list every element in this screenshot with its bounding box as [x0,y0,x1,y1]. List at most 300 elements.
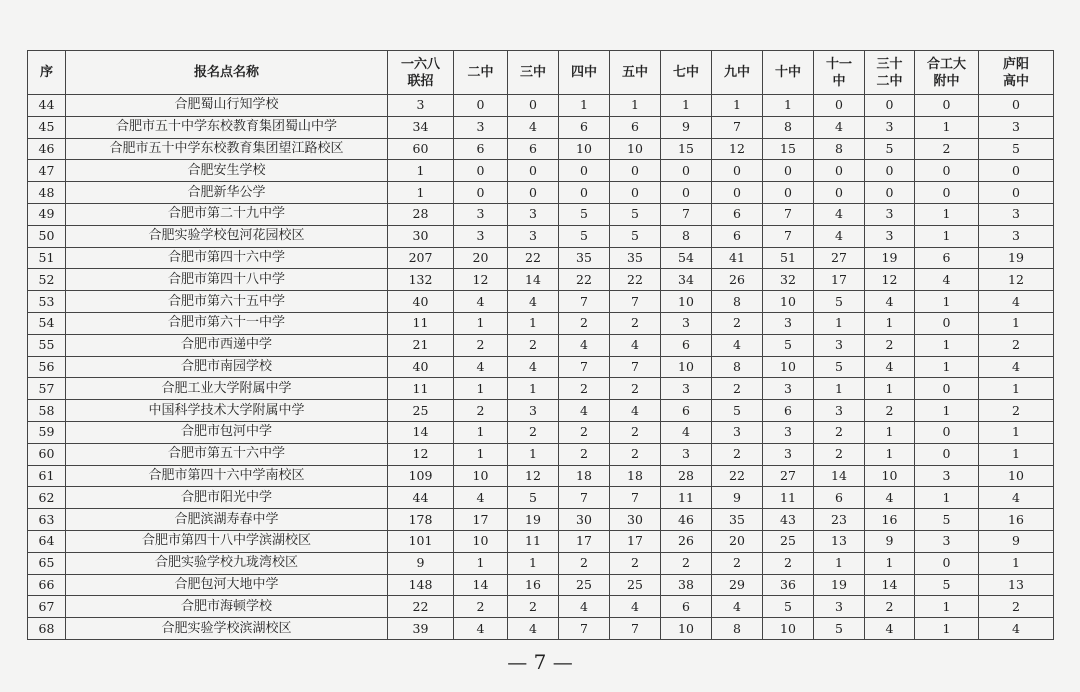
quota-cell: 29 [712,574,763,596]
quota-cell: 7 [763,225,814,247]
quota-cell: 10 [454,465,508,487]
quota-cell: 4 [559,334,610,356]
quota-cell: 1 [979,312,1054,334]
quota-cell: 4 [508,618,559,640]
quota-cell: 3 [763,421,814,443]
quota-cell: 16 [865,509,915,531]
quota-cell: 4 [814,203,865,225]
school-name: 合肥市包河中学 [66,421,388,443]
quota-cell: 1 [865,378,915,400]
row-index: 54 [28,312,66,334]
quota-cell: 39 [388,618,454,640]
quota-cell: 2 [712,312,763,334]
quota-cell: 7 [610,356,661,378]
table-row [28,552,1054,574]
quota-cell: 19 [865,247,915,269]
quota-cell: 12 [508,465,559,487]
column-header: 四中 [559,51,610,95]
school-name: 合肥安生学校 [66,160,388,182]
quota-cell: 9 [388,552,454,574]
quota-cell: 14 [454,574,508,596]
table-row [28,465,1054,487]
quota-cell: 20 [712,530,763,552]
quota-cell: 2 [712,443,763,465]
quota-cell: 0 [915,378,979,400]
quota-cell: 14 [508,269,559,291]
quota-cell: 4 [454,487,508,509]
quota-cell: 4 [454,356,508,378]
row-index: 45 [28,116,66,138]
school-name: 合肥市第六十五中学 [66,291,388,313]
quota-cell: 16 [508,574,559,596]
quota-cell: 4 [610,334,661,356]
quota-cell: 8 [814,138,865,160]
quota-cell: 14 [814,465,865,487]
quota-cell: 5 [814,291,865,313]
quota-cell: 27 [814,247,865,269]
table-row [28,421,1054,443]
table-row [28,225,1054,247]
quota-cell: 3 [712,421,763,443]
quota-cell: 8 [712,618,763,640]
quota-cell: 1 [979,552,1054,574]
quota-cell: 35 [610,247,661,269]
school-name: 合肥市第四十八中学 [66,269,388,291]
quota-cell: 2 [865,334,915,356]
quota-cell: 4 [661,421,712,443]
quota-cell: 2 [508,334,559,356]
quota-cell: 3 [763,312,814,334]
quota-cell: 3 [454,225,508,247]
quota-cell: 4 [454,618,508,640]
quota-cell: 4 [508,356,559,378]
quota-cell: 2 [454,334,508,356]
quota-cell: 1 [814,378,865,400]
quota-cell: 0 [610,182,661,204]
quota-cell: 1 [814,312,865,334]
quota-cell: 1 [508,378,559,400]
quota-cell: 5 [865,138,915,160]
quota-cell: 4 [865,291,915,313]
row-index: 68 [28,618,66,640]
quota-cell: 22 [610,269,661,291]
quota-cell: 10 [661,618,712,640]
quota-cell: 11 [388,378,454,400]
quota-cell: 25 [388,400,454,422]
quota-cell: 10 [865,465,915,487]
quota-cell: 10 [661,291,712,313]
quota-cell: 6 [559,116,610,138]
quota-cell: 4 [865,618,915,640]
quota-cell: 5 [559,225,610,247]
quota-cell: 10 [763,618,814,640]
quota-cell: 2 [454,596,508,618]
quota-cell: 21 [388,334,454,356]
quota-cell: 4 [508,291,559,313]
table-row [28,95,1054,117]
quota-cell: 0 [508,95,559,117]
quota-cell: 2 [610,312,661,334]
quota-cell: 0 [610,160,661,182]
quota-cell: 22 [388,596,454,618]
row-index: 61 [28,465,66,487]
quota-cell: 2 [763,552,814,574]
quota-cell: 22 [508,247,559,269]
quota-cell: 4 [865,487,915,509]
quota-cell: 4 [610,400,661,422]
quota-cell: 109 [388,465,454,487]
quota-cell: 9 [865,530,915,552]
quota-cell: 3 [865,203,915,225]
quota-cell: 1 [915,116,979,138]
quota-cell: 6 [763,400,814,422]
school-name: 合肥实验学校九珑湾校区 [66,552,388,574]
quota-cell: 3 [915,465,979,487]
quota-cell: 8 [712,291,763,313]
quota-cell: 22 [712,465,763,487]
row-index: 51 [28,247,66,269]
quota-cell: 3 [454,203,508,225]
quota-cell: 8 [661,225,712,247]
quota-cell: 178 [388,509,454,531]
quota-cell: 0 [454,182,508,204]
quota-cell: 27 [763,465,814,487]
row-index: 46 [28,138,66,160]
quota-cell: 25 [559,574,610,596]
quota-cell: 12 [712,138,763,160]
quota-cell: 10 [454,530,508,552]
quota-cell: 4 [814,116,865,138]
quota-cell: 7 [559,291,610,313]
quota-cell: 2 [610,552,661,574]
quota-cell: 14 [865,574,915,596]
quota-cell: 11 [763,487,814,509]
quota-cell: 32 [763,269,814,291]
quota-cell: 2 [559,421,610,443]
quota-cell: 7 [559,618,610,640]
quota-cell: 3 [979,225,1054,247]
quota-cell: 3 [508,400,559,422]
column-header: 三十 二中 [865,51,915,95]
school-name: 合肥工业大学附属中学 [66,378,388,400]
table-row [28,509,1054,531]
quota-cell: 7 [559,487,610,509]
quota-cell: 5 [915,509,979,531]
quota-cell: 2 [814,421,865,443]
quota-cell: 2 [865,400,915,422]
quota-cell: 1 [454,552,508,574]
quota-cell: 1 [979,378,1054,400]
column-header: 九中 [712,51,763,95]
quota-cell: 12 [979,269,1054,291]
quota-cell: 11 [661,487,712,509]
quota-cell: 5 [559,203,610,225]
quota-cell: 5 [814,356,865,378]
quota-cell: 3 [979,203,1054,225]
quota-cell: 1 [979,421,1054,443]
school-name: 合肥市海顿学校 [66,596,388,618]
quota-cell: 2 [454,400,508,422]
school-name: 中国科学技术大学附属中学 [66,400,388,422]
school-name: 合肥市五十中学东校教育集团望江路校区 [66,138,388,160]
quota-cell: 0 [661,182,712,204]
quota-cell: 10 [559,138,610,160]
quota-cell: 5 [979,138,1054,160]
quota-cell: 1 [388,160,454,182]
quota-cell: 3 [661,378,712,400]
quota-cell: 4 [979,356,1054,378]
quota-cell: 60 [388,138,454,160]
quota-cell: 4 [979,291,1054,313]
quota-cell: 7 [712,116,763,138]
quota-cell: 30 [559,509,610,531]
quota-cell: 1 [915,225,979,247]
row-index: 67 [28,596,66,618]
quota-cell: 7 [763,203,814,225]
quota-cell: 10 [763,356,814,378]
column-header: 五中 [610,51,661,95]
quota-cell: 7 [610,618,661,640]
quota-cell: 2 [559,378,610,400]
quota-cell: 7 [661,203,712,225]
table-row [28,378,1054,400]
quota-cell: 0 [508,182,559,204]
quota-cell: 17 [454,509,508,531]
quota-cell: 12 [865,269,915,291]
quota-cell: 0 [979,182,1054,204]
quota-cell: 1 [915,203,979,225]
quota-cell: 15 [763,138,814,160]
quota-cell: 19 [508,509,559,531]
quota-cell: 4 [865,356,915,378]
quota-cell: 1 [814,552,865,574]
quota-cell: 1 [559,95,610,117]
quota-cell: 1 [865,312,915,334]
quota-cell: 3 [865,225,915,247]
table-row [28,116,1054,138]
quota-cell: 1 [454,312,508,334]
quota-cell: 20 [454,247,508,269]
quota-cell: 4 [979,487,1054,509]
quota-cell: 0 [814,95,865,117]
quota-cell: 0 [915,443,979,465]
row-index: 60 [28,443,66,465]
quota-cell: 10 [661,356,712,378]
quota-cell: 9 [712,487,763,509]
quota-cell: 5 [610,203,661,225]
quota-cell: 1 [454,378,508,400]
quota-cell: 7 [559,356,610,378]
table-row [28,574,1054,596]
quota-cell: 132 [388,269,454,291]
row-index: 63 [28,509,66,531]
quota-cell: 40 [388,291,454,313]
table-row [28,203,1054,225]
quota-cell: 5 [763,596,814,618]
column-header: 报名点名称 [66,51,388,95]
quota-cell: 26 [661,530,712,552]
quota-cell: 1 [712,95,763,117]
quota-cell: 2 [712,378,763,400]
quota-cell: 0 [814,182,865,204]
quota-cell: 5 [508,487,559,509]
quota-cell: 16 [979,509,1054,531]
quota-cell: 2 [508,421,559,443]
quota-cell: 2 [508,596,559,618]
quota-cell: 3 [508,203,559,225]
quota-cell: 3 [388,95,454,117]
quota-cell: 3 [763,443,814,465]
quota-cell: 3 [814,400,865,422]
column-header: 序 [28,51,66,95]
page-number: — 7 — [507,650,573,674]
quota-cell: 26 [712,269,763,291]
quota-cell: 1 [454,443,508,465]
quota-cell: 3 [814,334,865,356]
row-index: 44 [28,95,66,117]
school-name: 合肥市第五十六中学 [66,443,388,465]
quota-cell: 2 [610,421,661,443]
quota-cell: 28 [388,203,454,225]
quota-cell: 1 [508,443,559,465]
quota-cell: 0 [454,95,508,117]
quota-cell: 2 [610,443,661,465]
quota-cell: 1 [915,356,979,378]
quota-cell: 18 [559,465,610,487]
quota-cell: 51 [763,247,814,269]
quota-cell: 0 [508,160,559,182]
row-index: 55 [28,334,66,356]
quota-cell: 41 [712,247,763,269]
school-name: 合肥实验学校滨湖校区 [66,618,388,640]
quota-cell: 1 [661,95,712,117]
quota-cell: 4 [454,291,508,313]
quota-cell: 4 [559,400,610,422]
row-index: 64 [28,530,66,552]
quota-cell: 207 [388,247,454,269]
table-row [28,291,1054,313]
row-index: 48 [28,182,66,204]
quota-cell: 1 [915,487,979,509]
quota-cell: 23 [814,509,865,531]
quota-cell: 6 [661,334,712,356]
quota-cell: 0 [712,182,763,204]
quota-cell: 40 [388,356,454,378]
row-index: 59 [28,421,66,443]
quota-cell: 6 [661,400,712,422]
quota-cell: 4 [559,596,610,618]
quota-cell: 6 [454,138,508,160]
quota-cell: 3 [915,530,979,552]
quota-cell: 4 [915,269,979,291]
quota-cell: 13 [979,574,1054,596]
quota-cell: 2 [610,378,661,400]
column-header: 一六八 联招 [388,51,454,95]
column-header: 三中 [508,51,559,95]
quota-cell: 1 [454,421,508,443]
quota-cell: 1 [508,312,559,334]
quota-cell: 30 [388,225,454,247]
quota-cell: 0 [979,95,1054,117]
table-row [28,443,1054,465]
quota-cell: 8 [712,356,763,378]
school-name: 合肥蜀山行知学校 [66,95,388,117]
quota-cell: 3 [661,312,712,334]
quota-cell: 34 [388,116,454,138]
quota-cell: 22 [559,269,610,291]
quota-cell: 6 [915,247,979,269]
quota-cell: 1 [915,618,979,640]
quota-cell: 3 [865,116,915,138]
quota-cell: 15 [661,138,712,160]
table-row [28,356,1054,378]
row-index: 65 [28,552,66,574]
quota-cell: 0 [763,160,814,182]
quota-cell: 6 [508,138,559,160]
quota-cell: 0 [661,160,712,182]
quota-cell: 8 [763,116,814,138]
quota-cell: 18 [610,465,661,487]
quota-cell: 12 [454,269,508,291]
quota-cell: 101 [388,530,454,552]
quota-cell: 2 [814,443,865,465]
quota-cell: 25 [610,574,661,596]
table-row [28,618,1054,640]
quota-cell: 1 [915,596,979,618]
quota-cell: 2 [712,552,763,574]
quota-cell: 0 [454,160,508,182]
quota-cell: 2 [915,138,979,160]
quota-cell: 38 [661,574,712,596]
quota-cell: 9 [661,116,712,138]
table-row [28,160,1054,182]
quota-cell: 7 [610,291,661,313]
quota-cell: 2 [979,400,1054,422]
table-body [28,95,1054,640]
school-name: 合肥市西递中学 [66,334,388,356]
school-name: 合肥市第四十六中学南校区 [66,465,388,487]
quota-cell: 1 [915,334,979,356]
quota-cell: 0 [559,160,610,182]
table-row [28,138,1054,160]
quota-cell: 0 [712,160,763,182]
table-row [28,334,1054,356]
quota-cell: 0 [915,421,979,443]
quota-cell: 1 [915,400,979,422]
quota-cell: 3 [661,443,712,465]
quota-cell: 5 [915,574,979,596]
quota-cell: 0 [915,182,979,204]
table-row [28,596,1054,618]
row-index: 57 [28,378,66,400]
table-row [28,269,1054,291]
school-name: 合肥包河大地中学 [66,574,388,596]
row-index: 50 [28,225,66,247]
school-name: 合肥市阳光中学 [66,487,388,509]
row-index: 49 [28,203,66,225]
table-row [28,530,1054,552]
school-name: 合肥市第四十八中学滨湖校区 [66,530,388,552]
table-row [28,312,1054,334]
quota-cell: 4 [979,618,1054,640]
quota-cell: 6 [712,225,763,247]
row-index: 58 [28,400,66,422]
quota-cell: 3 [508,225,559,247]
row-index: 56 [28,356,66,378]
quota-cell: 19 [814,574,865,596]
table-row [28,247,1054,269]
quota-cell: 35 [712,509,763,531]
